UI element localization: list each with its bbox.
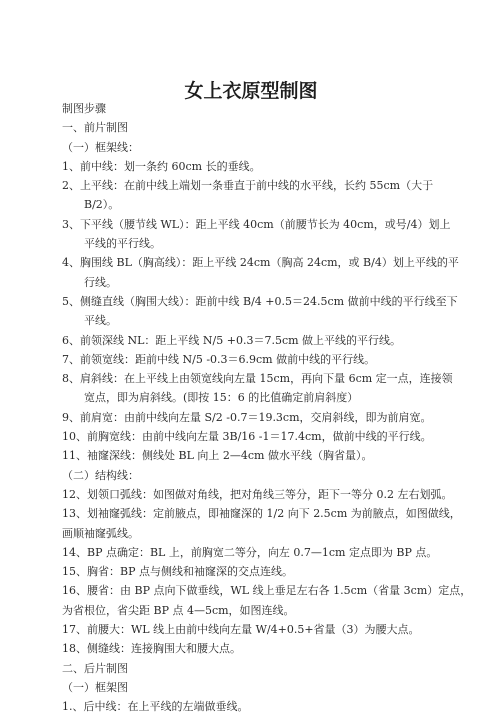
text-line: 画顺袖窿弧线。: [62, 526, 139, 540]
text-line: 16、腰省：由 BP 点向下做垂线，WL 线上垂足左右各 1.5cm（省量 3cm）定点，: [62, 584, 472, 598]
text-line: 宽点，即为肩斜线。(即按 15：6 的比值确定前肩斜度）: [84, 391, 359, 405]
text-line: 11、袖窿深线：侧线处 BL 向上 2—4cm 做水平线（胸省量）。: [62, 449, 373, 463]
text-line: 行线。: [84, 275, 117, 289]
document-title: 女上衣原型制图: [184, 80, 318, 102]
text-line: 二、后片制图: [62, 661, 128, 675]
text-line: 18、侧缝线：连接胸围大和腰大点。: [62, 642, 241, 656]
text-line: B/2）。: [84, 198, 120, 212]
text-line: 3、下平线（腰节线 WL）：距上平线 40cm（前腰节长为 40cm，或号/4）划上: [62, 217, 451, 231]
text-line: （一）框架图: [62, 680, 128, 694]
text-line: 12、划领口弧线：如图做对角线，把对角线三等分，距下一等分 0.2 左右划弧。: [62, 487, 453, 501]
document-body: [62, 99, 502, 717]
text-line: 5、侧缝直线（胸围大线）：距前中线 B/4 +0.5＝24.5cm 做前中线的平行线至下: [62, 294, 458, 308]
text-line: 平线的平行线。: [84, 237, 161, 251]
text-line: 17、前腰大：WL 线上由前中线向左量 W/4+0.5+省量（3）为腰大点。: [62, 623, 420, 637]
text-line: 平线。: [84, 314, 117, 328]
text-line: 1.、后中线：在上平线的左端做垂线。: [62, 700, 249, 714]
text-line: 1、前中线：划一条约 60cm 长的垂线。: [62, 159, 261, 173]
text-line: 15、胸省：BP 点与侧线和袖窿深的交点连线。: [62, 565, 293, 579]
text-line: （二）结构线：: [62, 468, 139, 482]
text-line: 4、胸围线 BL（胸高线）：距上平线 24cm（胸高 24cm，或 B/4）划上平线的平: [62, 256, 459, 270]
text-line: 为省根位，省尖距 BP 点 4—5cm，如图连线。: [62, 603, 295, 617]
text-line: 2、上平线：在前中线上端划一条垂直于前中线的水平线，长约 55cm（大于: [62, 179, 434, 193]
text-line: 8、肩斜线：在上平线上由领宽线向左量 15cm，再向下量 6cm 定一点，连接领: [62, 372, 453, 386]
text-line: 7、前领宽线：距前中线 N/5 -0.3＝6.9cm 做前中线的平行线。: [62, 352, 376, 366]
text-line: 13、划袖窿弧线：定前腋点，即袖窿深的 1/2 向下 2.5cm 为前腋点，如图做线，: [62, 507, 461, 521]
text-line: 6、前领深线 NL：距上平线 N/5 +0.3＝7.5cm 做上平线的平行线。: [62, 333, 402, 347]
text-line: 制图步骤: [62, 102, 106, 115]
text-line: （一）框架线：: [62, 140, 139, 154]
text-line: 14、BP 点确定：BL 上，前胸宽二等分，向左 0.7—1cm 定点即为 BP 点。: [62, 545, 438, 559]
text-line: 10、前胸宽线：由前中线向左量 3B/16 -1＝17.4cm，做前中线的平行线。: [62, 430, 432, 444]
text-line: 9、前肩宽：由前中线向左量 S/2 -0.7＝19.3cm，交肩斜线，即为前肩宽。: [62, 410, 432, 424]
text-line: 一、前片制图: [62, 121, 128, 135]
